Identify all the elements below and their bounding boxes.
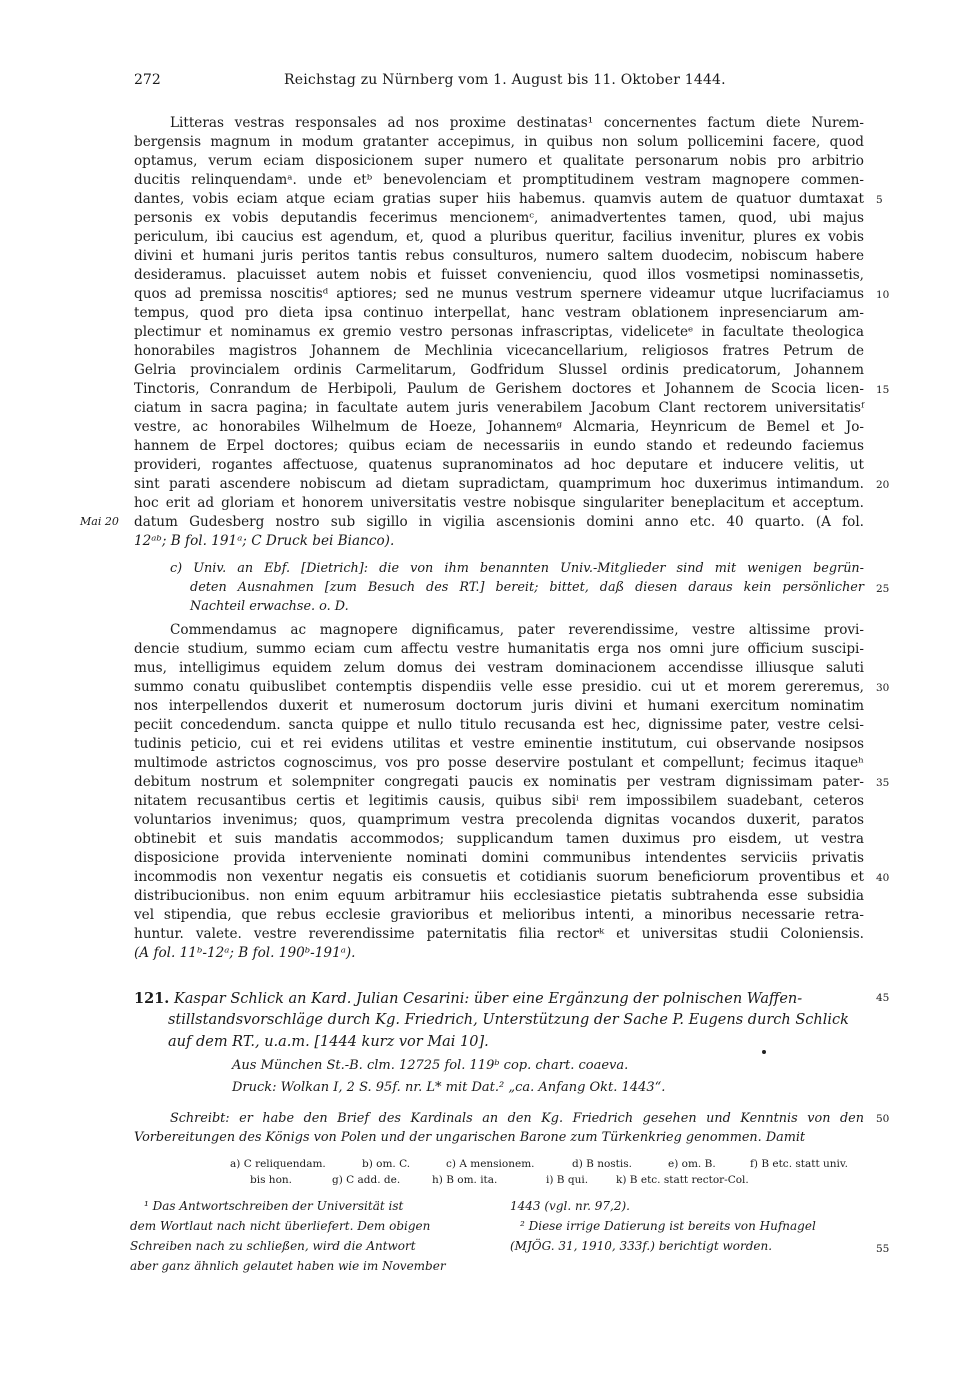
text-line: incommodis non vexentur negatis eis consuetis et cotidianis suorum beneficiorum proventibus et xyxy=(134,869,864,885)
variant: g) C add. de. xyxy=(332,1174,401,1186)
text-line: Litteras vestras responsales ad nos proxime destinatas¹ concernentes factum diete Nurem- xyxy=(170,115,864,131)
text-line: (A fol. 11ᵇ-12ᵃ; B fol. 190ᵇ-191ᵃ). xyxy=(134,945,356,961)
variant: d) B nostis. xyxy=(572,1158,632,1170)
text-line: 12ᵃᵇ; B fol. 191ᵃ; C Druck bei Bianco). xyxy=(134,533,395,549)
text-line: nos interpellendos duxerit et numerosum doctorum juris divini et humani exercitum nominatim xyxy=(134,698,864,714)
text-line: hannem de Erpel doctores; quibus eciam de necessariis in eundo stando et redeundo faciemus xyxy=(134,438,864,454)
regest-line: Vorbereitungen des Königs von Polen und der ungarischen Barone zum Türkenkrieg genommen. Damit xyxy=(134,1130,806,1145)
doc-title-text: Kaspar Schlick an Kard. Julian Cesarini: über eine Ergänzung der polnischen Waffen- xyxy=(173,991,803,1007)
text-line: personis ex vobis deputandis fecerimus mencionemᶜ, animadvertentes tamen, quod, ubi majus xyxy=(134,210,864,226)
text-line: peciit concedendum. sancta quippe et nullo titulo recusanda est hec, dignissime pater, vestre celsi- xyxy=(134,717,864,733)
footnote-line: (MJÖG. 31, 1910, 333f.) berichtigt worden. xyxy=(510,1239,773,1253)
doc-title-line xyxy=(134,988,864,1010)
text-line: Commendamus ac magnopere dignificamus, pater reverendissime, vestre altissime provi- xyxy=(170,622,864,638)
variant: a) C reliquendam. xyxy=(230,1158,326,1170)
source-line: Aus München St.-B. clm. 12725 fol. 119ᵇ cop. chart. coaeva. xyxy=(232,1058,629,1073)
text-line: sint parati ascendere nobiscum ad dietam supradictam, quamprimum hoc duxerimus intimandum. xyxy=(134,476,864,492)
footnote-line: ² Diese irrige Datierung ist bereits von Hufnagel xyxy=(520,1219,816,1233)
text-line: honorabiles magistros Johannem de Mechlinia vicecancellarium, religiosos fratres Petrum de xyxy=(134,343,864,359)
text-line: ciatum in sacra pagina; in facultate autem juris venerabilem Jacobum Clant rectorem universitatisᶠ xyxy=(134,400,864,416)
text-line: hoc erit ad gloriam et honorem universitatis vestre nobisque singulariter beneplacitum et acceptum. xyxy=(134,495,864,511)
variant: i) B qui. xyxy=(546,1174,589,1186)
margin-date: Mai 20 xyxy=(80,515,119,528)
footnote-line: aber ganz ähnlich gelautet haben wie im November xyxy=(130,1259,446,1273)
running-header xyxy=(134,72,864,92)
text-line: dantes, vobis eciam atque eciam gratias super hiis habemus. quamvis autem de quatuor dumtaxat xyxy=(134,191,864,207)
line-number: 35 xyxy=(876,777,890,789)
variant: h) B om. ita. xyxy=(432,1174,498,1186)
variant: e) om. B. xyxy=(668,1158,716,1170)
variant: bis hon. xyxy=(250,1174,292,1186)
text-line: vestre, ac honorabiles Wilhelmum de Hoeze, Johannemᵍ Alcmaria, Heynricum de Bemel et Jo- xyxy=(134,419,864,435)
text-line: provideri, rogantes affectuose, quatenus supranominatos ad hoc deputare et inducere velitis, ut xyxy=(134,457,864,473)
line-number: 55 xyxy=(876,1243,890,1255)
doc-number: 121. xyxy=(134,990,170,1007)
text-line: distribucionibus. non enim equum arbitramur hiis ecclesiastice pietatis subtrahenda esse subsidia xyxy=(134,888,864,904)
variant: k) B etc. statt rector-Col. xyxy=(616,1174,749,1186)
line-number: 15 xyxy=(876,384,890,396)
line-number: 5 xyxy=(876,194,883,206)
text-line: nitatem recusantibus certis et legitimis causis, quibus sibiⁱ rem impossibilem suadebant, ceteros xyxy=(134,793,864,809)
text-line: Gelria provincialem ordinis Carmelitarum, Godfridum Slussel ordinis predicatorum, Johannem xyxy=(134,362,864,378)
line-number: 40 xyxy=(876,872,890,884)
text-line: summo conatu quibuslibet contemptis dispendiis velle esse presidio. cui ut et morem gereremus, xyxy=(134,679,864,695)
footnote-line: Schreiben nach zu schließen, wird die Antwort xyxy=(130,1239,416,1253)
variant: c) A mensionem. xyxy=(446,1158,535,1170)
footnote-line: dem Wortlaut nach nicht überliefert. Dem obigen xyxy=(130,1219,431,1233)
doc-title-line: auf dem RT., u.a.m. [1444 kurz vor Mai 10]. xyxy=(168,1034,489,1050)
text-line: disposicione provida interveniente nominati domini communibus intendentes serviciis privatis xyxy=(134,850,864,866)
text-line: optamus, verum eciam disposicionem super numero et qualitate personarum nobis pro arbitrio xyxy=(134,153,864,169)
text-line: mus, intelligimus equidem zelum domus dei vestram dominacionem accendisse illiusque saluti xyxy=(134,660,864,676)
regest-line: c) Univ. an Ebf. [Dietrich]: die von ihm benannten Univ.-Mitglieder sind mit wenigen begrün- xyxy=(170,561,864,576)
print-mark xyxy=(762,1050,766,1054)
text-line: ducitis relinquendamᵃ. unde etᵇ benevolenciam et promptitudinem vestram magnopere commen- xyxy=(134,172,864,188)
regest-line: Schreibt: er habe den Brief des Kardinals an den Kg. Friedrich gesehen und Kenntnis von den xyxy=(170,1111,864,1126)
text-line: bergensis magnum in modum gratanter accepimus, in quibus non solum pollicemini facere, quod xyxy=(134,134,864,150)
text-line: datum Gudesberg nostro sub sigillo in vigilia ascensionis domini anno etc. 40 quarto. (A fol. xyxy=(134,514,864,530)
text-line: plectimur et nominamus ex gremio vestro personas infrascriptas, videliceteᵉ in facultate theologica xyxy=(134,324,864,340)
footnote-line: ¹ Das Antwortschreiben der Universität ist xyxy=(144,1199,404,1213)
line-number: 10 xyxy=(876,289,890,301)
variant: b) om. C. xyxy=(362,1158,411,1170)
text-line: multimode astrictos cognoscimus, vos pro posse deservire postulant et compellunt; fecimus itaqueʰ xyxy=(134,755,864,771)
page-number: 272 xyxy=(134,72,161,88)
footnote-line: 1443 (vgl. nr. 97,2). xyxy=(510,1199,630,1213)
line-number: 25 xyxy=(876,583,890,595)
line-number: 30 xyxy=(876,682,890,694)
regest-line: Nachteil erwachse. o. D. xyxy=(190,599,349,614)
variant: f) B etc. statt univ. xyxy=(750,1158,848,1170)
line-number: 20 xyxy=(876,479,890,491)
running-title: Reichstag zu Nürnberg vom 1. August bis 11. Oktober 1444. xyxy=(284,72,726,88)
text-line: voluntarios invenimus; quos, quamprimum vestra precolenda dignitas vocandos duxerit, paratos xyxy=(134,812,864,828)
text-line: tempus, quod pro dieta ipsa continuo interpellat, hanc vestram oblationem inpresenciarum am- xyxy=(134,305,864,321)
text-line: divini et humani juris peritos tantis rebus consulturos, numero saltem duodecim, nobiscum habere xyxy=(134,248,864,264)
regest-line: deten Ausnahmen [zum Besuch des RT.] bereit; bittet, daß diesen daraus kein persönlicher xyxy=(190,580,864,595)
text-line: debitum nostrum et solempniter congregati paucis ex nominatis per vestram dignissimam pater- xyxy=(134,774,864,790)
text-line: tudinis peticio, cui et rei evidens utilitas et vestre eminentie institutum, cui observande nosipsos xyxy=(134,736,864,752)
text-line: obtinebit et suis mandatis accommodos; supplicandum tamen duximus pro eisdem, ut vestra xyxy=(134,831,864,847)
doc-title-line: stillstandsvorschläge durch Kg. Friedrich, Unterstützung der Sache P. Eugens durch Schlick xyxy=(168,1012,849,1028)
text-line: quos ad premissa noscitisᵈ aptiores; sed ne munus vestrum spernere videamur utque lucrifaciamus xyxy=(134,286,864,302)
text-line: desideramus. placuisset autem nobis et fuisset convenienciu, quod illos vosmetipsi nominassetis, xyxy=(134,267,864,283)
text-line: Tinctoris, Conrandum de Herbipoli, Paulum de Gerishem doctores et Johannem de Scocia licen- xyxy=(134,381,864,397)
text-line: vel stipendia, que rebus ecclesie gravioribus et melioribus intenti, a minoribus necessarie retra- xyxy=(134,907,864,923)
print-line: Druck: Wolkan I, 2 S. 95f. nr. L* mit Dat.² „ca. Anfang Okt. 1443“. xyxy=(232,1080,666,1095)
text-line: periculum, ibi caucius est agendum, et, quod a pluribus queritur, facilius invenitur, plures ex vobis xyxy=(134,229,864,245)
line-number: 50 xyxy=(876,1113,890,1125)
text-line: huntur. valete. vestre reverendissime paternitatis filia rectorᵏ et universitas studii Coloniensis. xyxy=(134,926,864,942)
text-line: dencie studium, summo eciam cum affectu vestre humanitatis erga nos omni jure officium suscipi- xyxy=(134,641,864,657)
line-number: 45 xyxy=(876,992,890,1004)
